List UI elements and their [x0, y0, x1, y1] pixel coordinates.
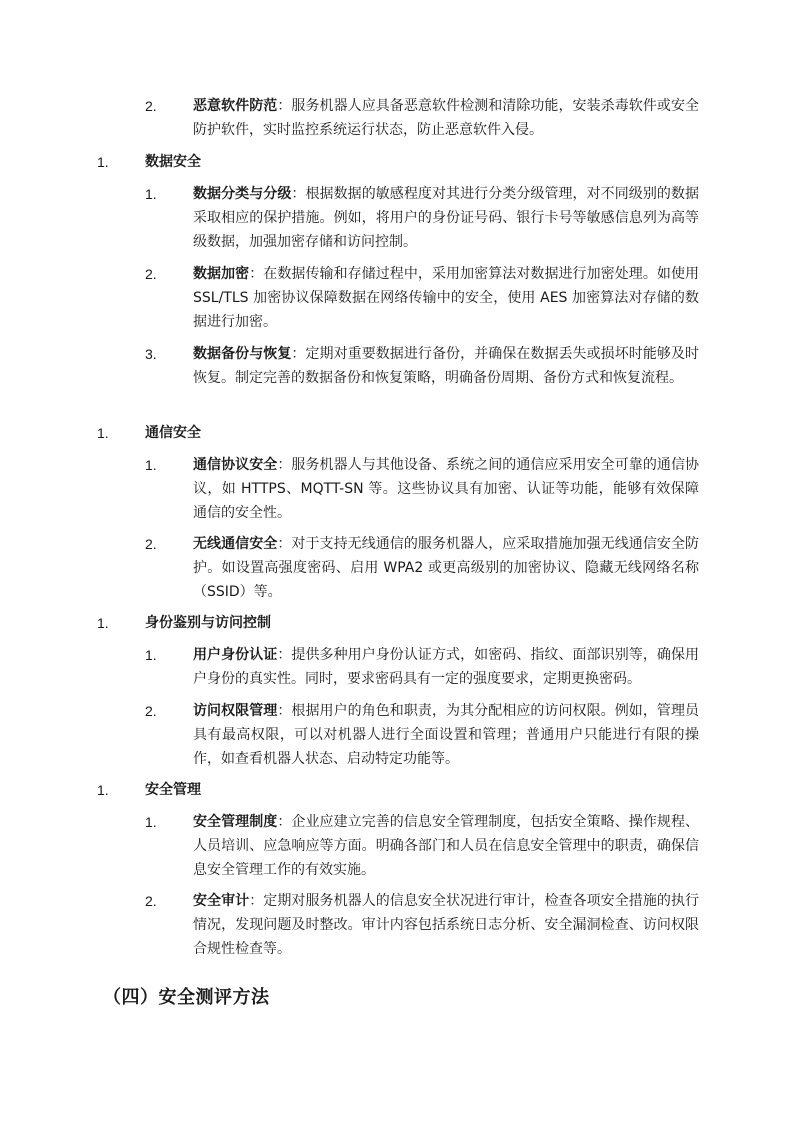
term-label: 数据分类与分级: [193, 186, 292, 202]
item-body: 在数据传输和存储过程中，采用加密算法对数据进行加密处理。如使用 SSL/TLS 加密协议保障数据在网络传输中的安全，使用 AES 加密算法对存储的数据进行加密。: [193, 266, 700, 330]
item-body: 对于支持无线通信的服务机器人，应采取措施加强无线通信安全防护。如设置高强度密码、启用 WPA2 或更高级别的加密协议、隐藏无线网络名称（SSID）等。: [193, 536, 700, 600]
list-number: 3.: [145, 346, 157, 362]
term-label: 恶意软件防范: [193, 98, 278, 114]
term-separator: ：: [277, 457, 292, 473]
list-number: 1.: [145, 186, 157, 202]
term-label: 无线通信安全: [193, 536, 278, 552]
term-separator: ：: [277, 814, 292, 830]
list-number: 1.: [145, 457, 157, 473]
item-body: 定期对重要数据进行备份，并确保在数据丢失或损坏时能够及时恢复。制定完善的数据备份和恢复策略，明确备份周期、备份方式和恢复流程。: [193, 346, 700, 386]
list-item-text: [193, 699, 699, 771]
list-item-text: [193, 810, 699, 882]
list-number: 1.: [97, 782, 109, 798]
list-item-text: [193, 262, 699, 334]
term-separator: ：: [277, 647, 292, 663]
term-separator: ：: [277, 98, 292, 114]
list-number: 1.: [97, 425, 109, 441]
term-separator: ：: [291, 186, 306, 202]
list-item-text: [193, 453, 699, 525]
item-body: 定期对服务机器人的信息安全状况进行审计，检查各项安全措施的执行情况，发现问题及时整改。审计内容包括系统日志分析、安全漏洞检查、访问权限合规性检查等。: [193, 893, 700, 957]
list-item-text: [193, 643, 699, 691]
item-body: 提供多种用户身份认证方式，如密码、指纹、面部识别等，确保用户身份的真实性。同时，要求密码具有一定的强度要求，定期更换密码。: [193, 647, 700, 687]
list-number: 2.: [145, 536, 157, 552]
list-number: 2.: [145, 98, 157, 114]
term-label: 安全管理制度: [193, 814, 278, 830]
item-body: 服务机器人应具备恶意软件检测和清除功能，安装杀毒软件或安全防护软件，实时监控系统运行状态，防止恶意软件入侵。: [193, 98, 700, 138]
item-body: 服务机器人与其他设备、系统之间的通信应采用安全可靠的通信协议，如 HTTPS、MQTT-SN 等。这些协议具有加密、认证等功能，能够有效保障通信的安全性。: [193, 457, 700, 521]
term-label: 数据备份与恢复: [193, 346, 292, 362]
section-title: 身份鉴别与访问控制: [145, 615, 271, 631]
item-body: 企业应建立完善的信息安全管理制度，包括安全策略、操作规程、人员培训、应急响应等方面。明确各部门和人员在信息安全管理中的职责，确保信息安全管理工作的有效实施。: [193, 814, 700, 878]
list-number: 2.: [145, 703, 157, 719]
term-separator: ：: [277, 703, 292, 719]
list-item-text: [193, 94, 699, 142]
list-item-text: [193, 889, 699, 961]
list-number: 2.: [145, 893, 157, 909]
term-separator: ：: [249, 266, 264, 282]
term-separator: ：: [291, 346, 306, 362]
item-body: 根据数据的敏感程度对其进行分类分级管理，对不同级别的数据采取相应的保护措施。例如，将用户的身份证号码、银行卡号等敏感信息列为高等级数据，加强加密存储和访问控制。: [193, 186, 700, 250]
term-label: 数据加密: [193, 266, 250, 282]
list-item-text: [193, 342, 699, 390]
term-separator: ：: [277, 536, 292, 552]
term-label: 通信协议安全: [193, 457, 278, 473]
list-number: 1.: [97, 154, 109, 170]
list-number: 1.: [97, 615, 109, 631]
term-label: 用户身份认证: [193, 647, 278, 663]
list-number: 2.: [145, 266, 157, 282]
term-label: 安全审计: [193, 893, 250, 909]
section-title: 通信安全: [145, 425, 201, 441]
section-title: 安全管理: [145, 782, 201, 798]
list-number: 1.: [145, 814, 157, 830]
list-item-text: [193, 532, 699, 604]
item-body: 根据用户的角色和职责，为其分配相应的访问权限。例如，管理员具有最高权限，可以对机器人进行全面设置和管理；普通用户只能进行有限的操作，如查看机器人状态、启动特定功能等。: [193, 703, 700, 767]
list-item-text: [193, 182, 699, 254]
list-number: 1.: [145, 647, 157, 663]
term-separator: ：: [249, 893, 264, 909]
term-label: 访问权限管理: [193, 703, 278, 719]
section-heading: （四）安全测评方法: [103, 987, 270, 1008]
section-title: 数据安全: [145, 154, 201, 170]
